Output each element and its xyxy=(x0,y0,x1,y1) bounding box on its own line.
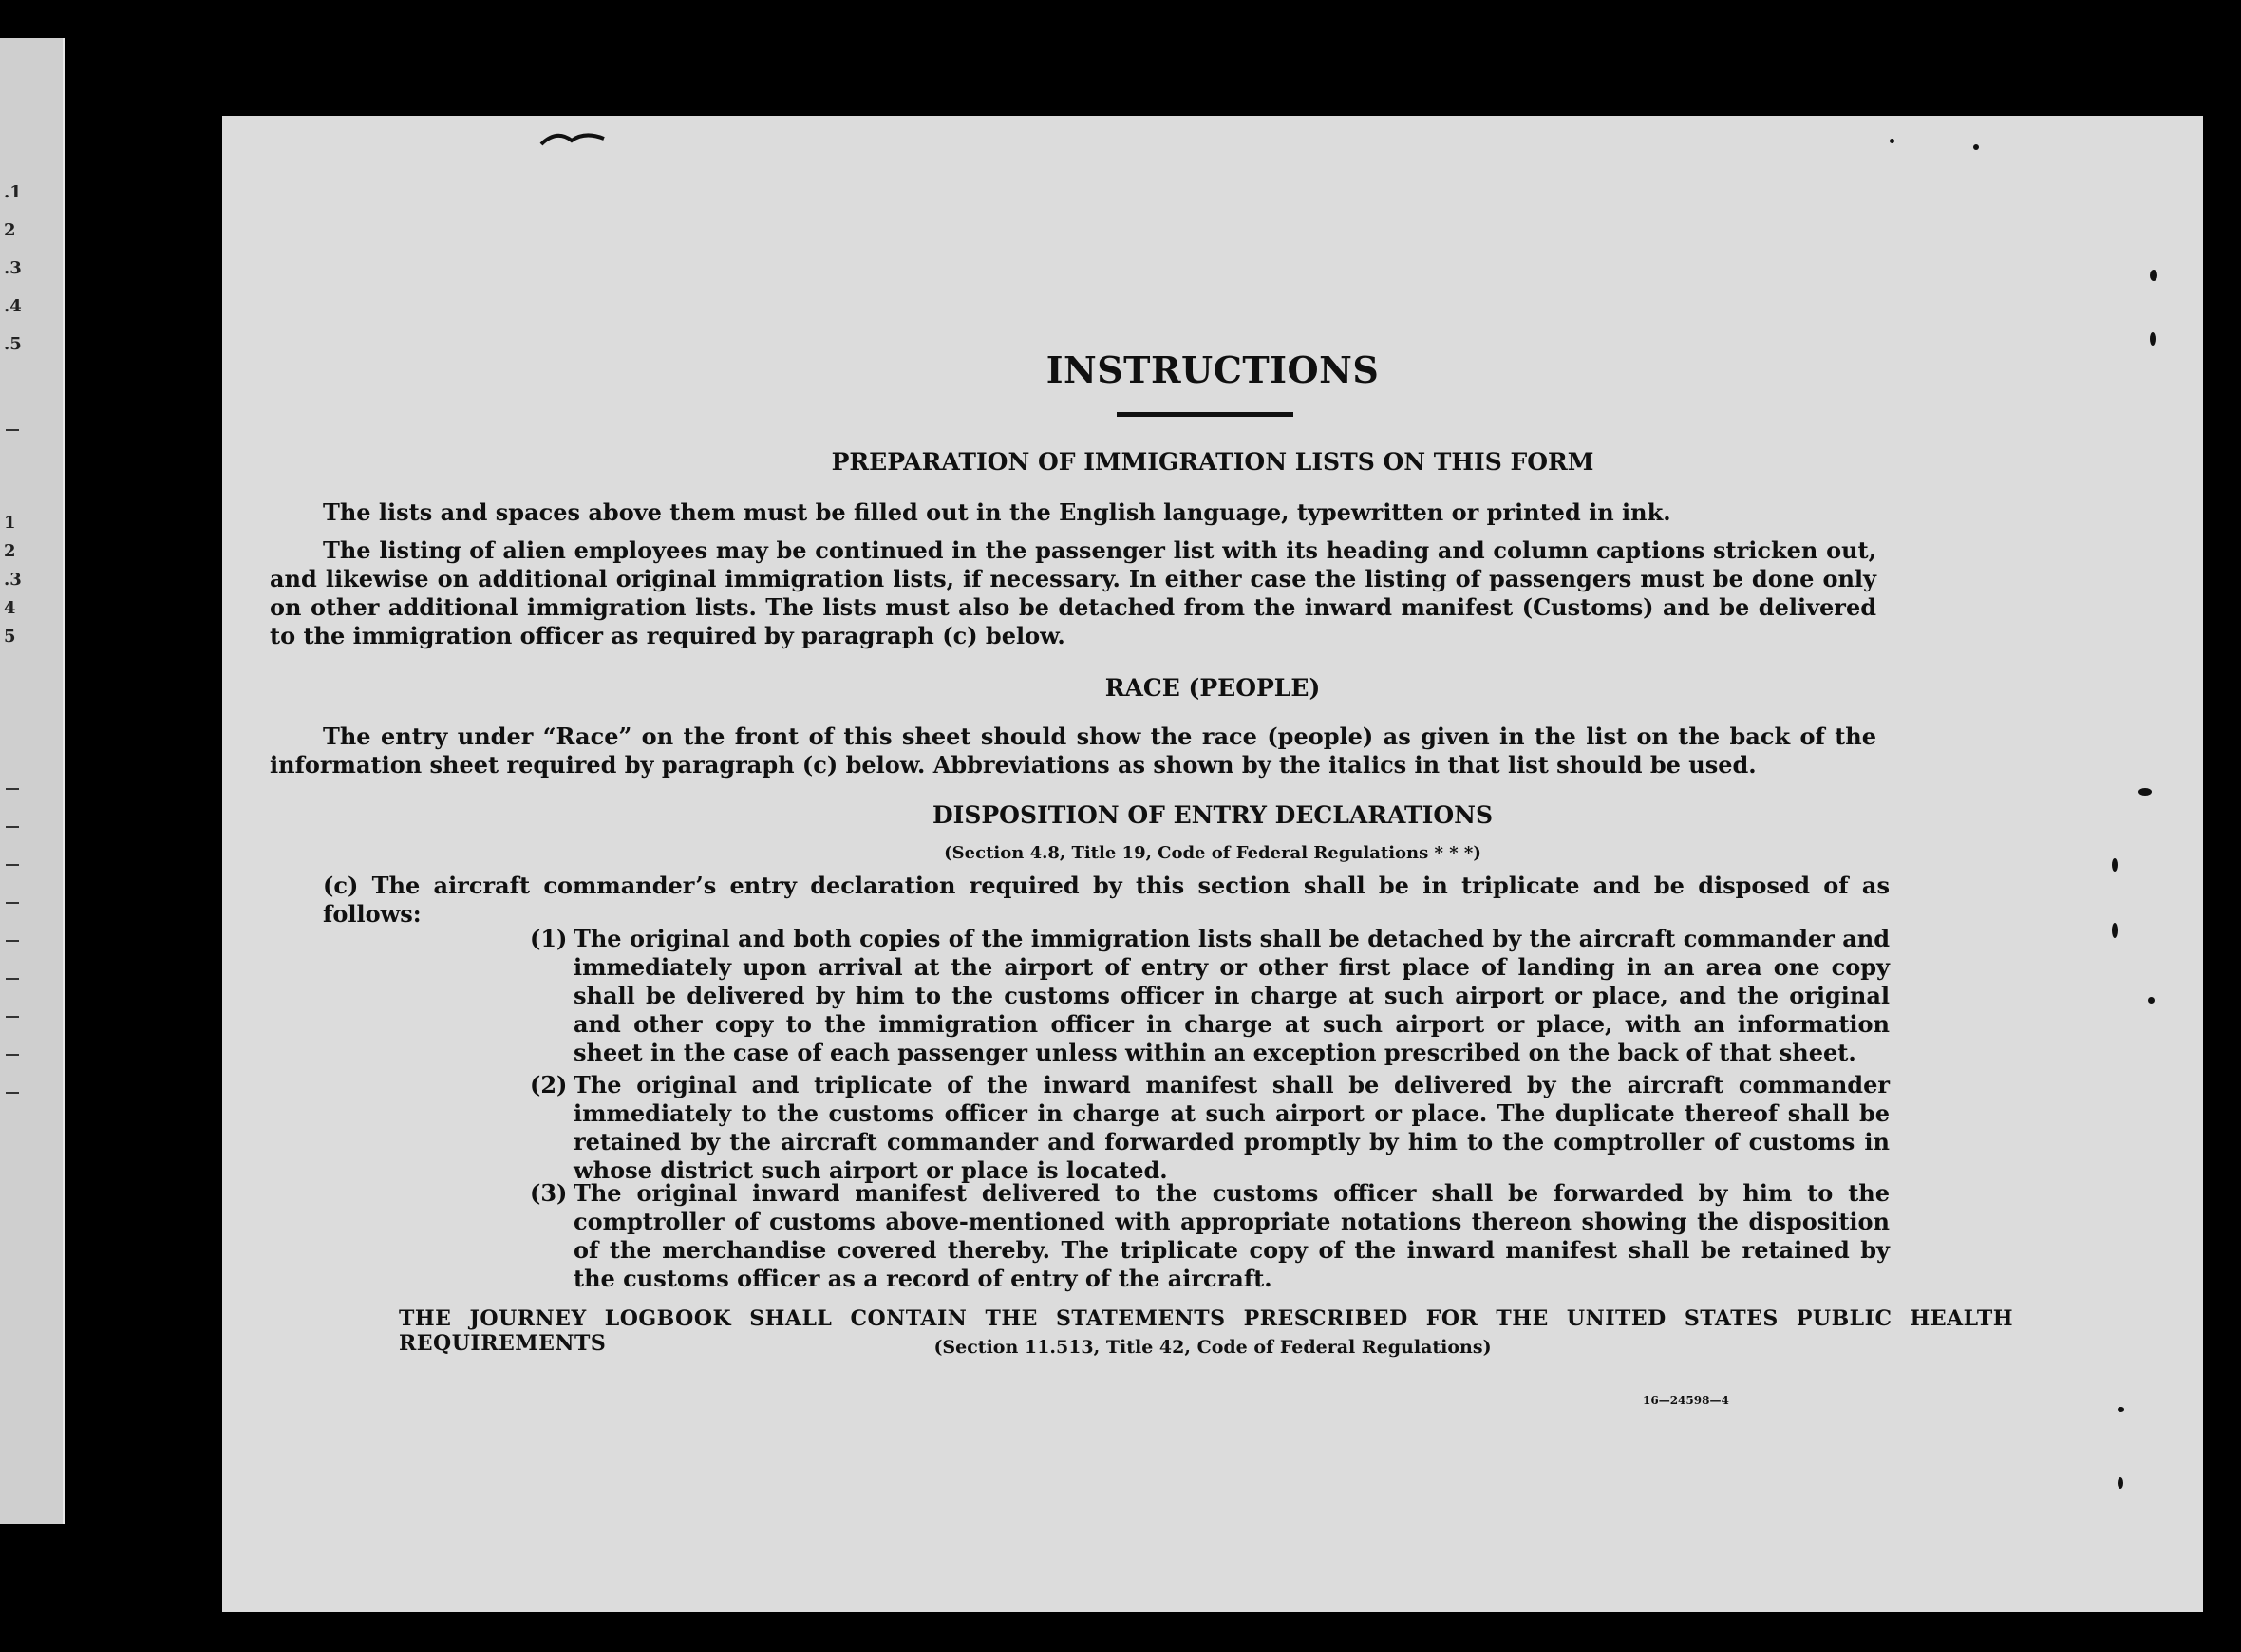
ink-speck xyxy=(2150,332,2156,346)
ink-speck xyxy=(1890,139,1894,143)
ink-speck xyxy=(2118,1477,2123,1489)
list-item xyxy=(530,1071,1890,1185)
section-heading-disposition: DISPOSITION OF ENTRY DECLARATIONS xyxy=(932,801,1494,829)
ink-speck xyxy=(2112,923,2118,938)
list-item-text: The original inward manifest delivered to the customs officer shall be forwarded by him to the comptroller of customs above-mentioned with appropriate notations thereon showing the disposition of the merchandise covered thereby. The triplicate copy of the inward manifest shall be retained by the customs officer as a record of entry of the aircraft. xyxy=(574,1179,1890,1292)
strip-label: 4 xyxy=(4,598,16,618)
strip-tick xyxy=(6,429,19,431)
paragraph-text: The lists and spaces above them must be filled out in the English language, typewritten or printed in ink. xyxy=(323,498,1671,526)
ink-speck xyxy=(1973,144,1979,150)
strip-tick xyxy=(6,826,19,828)
pen-mark xyxy=(537,127,632,150)
ink-speck xyxy=(2138,788,2152,796)
list-item-text: The original and triplicate of the inward manifest shall be delivered by the aircraft commander immediately to the customs officer in charge at such airport or place. The duplicate thereof shall be retained by the aircraft commander and forwarded promptly by him to the comptroller of customs in whose district such airport or place is located. xyxy=(574,1071,1890,1184)
strip-label: 2 xyxy=(4,541,16,561)
paragraph-preparation-2 xyxy=(270,536,1876,650)
strip-label: .5 xyxy=(4,334,22,354)
strip-label: 2 xyxy=(4,220,16,240)
strip-label: .1 xyxy=(4,182,22,202)
ink-speck xyxy=(2148,997,2155,1004)
strip-tick xyxy=(6,1016,19,1018)
list-item xyxy=(530,925,1890,1067)
list-item-text: The original and both copies of the immigration lists shall be detached by the aircraft commander and immediately upon arrival at the airport of entry or other first place of landing in an area one copy shall be delivered by him to the customs officer in charge at such airport or place, and the original and other copy to the immigration officer in charge at such airport or place, with an information sheet in the case of each passenger unless within an exception prescribed on the back of that sheet. xyxy=(574,925,1890,1066)
strip-label: .4 xyxy=(4,296,22,316)
strip-tick xyxy=(6,788,19,790)
adjacent-page-strip xyxy=(0,38,65,1524)
strip-tick xyxy=(6,1092,19,1094)
strip-label: .3 xyxy=(4,258,22,278)
strip-tick xyxy=(6,978,19,980)
section-heading-preparation: PREPARATION OF IMMIGRATION LISTS ON THIS FORM xyxy=(831,448,1594,476)
strip-tick xyxy=(6,1054,19,1056)
strip-tick xyxy=(6,864,19,866)
list-item-number: (2) xyxy=(530,1071,568,1098)
ink-speck xyxy=(2150,270,2157,281)
paragraph-text: The entry under “Race” on the front of this sheet should show the race (people) as given in the list on the back of the information sheet required by paragraph (c) below. Abbreviations as shown by the italics in that list should be used. xyxy=(270,723,1876,779)
paragraph-preparation-1 xyxy=(270,498,1884,527)
footer-health-requirements: THE JOURNEY LOGBOOK SHALL CONTAIN THE STATEMENTS PRESCRIBED FOR THE UNITED STATES PUBLIC HEALTH REQUIREMENTS xyxy=(399,1306,2013,1356)
strip-tick xyxy=(6,902,19,904)
footer-citation: (Section 11.513, Title 42, Code of Federal Regulations) xyxy=(933,1337,1492,1358)
strip-tick xyxy=(6,940,19,942)
strip-label: 1 xyxy=(4,513,16,533)
list-item xyxy=(530,1179,1890,1293)
paragraph-disposition-intro: (c) The aircraft commander’s entry declaration required by this section shall be in triplicate and be disposed of as follows: xyxy=(323,872,1890,928)
document-page xyxy=(222,116,2203,1612)
page-title: INSTRUCTIONS xyxy=(1045,348,1380,391)
strip-label: 5 xyxy=(4,627,16,647)
regulation-citation: (Section 4.8, Title 19, Code of Federal Regulations * * *) xyxy=(944,843,1481,863)
strip-label: .3 xyxy=(4,570,22,590)
section-heading-race: RACE (PEOPLE) xyxy=(1104,674,1321,702)
form-number: 16—24598—4 xyxy=(1643,1394,1729,1407)
paragraph-race xyxy=(270,723,1876,779)
paragraph-text: The listing of alien employees may be continued in the passenger list with its heading and column captions stricken out, and likewise on additional original immigration lists, if necessary. In either case the listing of passengers must be done only on other additional immigration lists. The lists must also be detached from the inward manifest (Customs) and be delivered to the immigration officer as required by paragraph (c) below. xyxy=(270,536,1876,649)
list-item-number: (3) xyxy=(530,1179,568,1207)
title-underline xyxy=(1117,412,1293,417)
list-item-number: (1) xyxy=(530,925,568,952)
ink-speck xyxy=(2118,1407,2124,1412)
